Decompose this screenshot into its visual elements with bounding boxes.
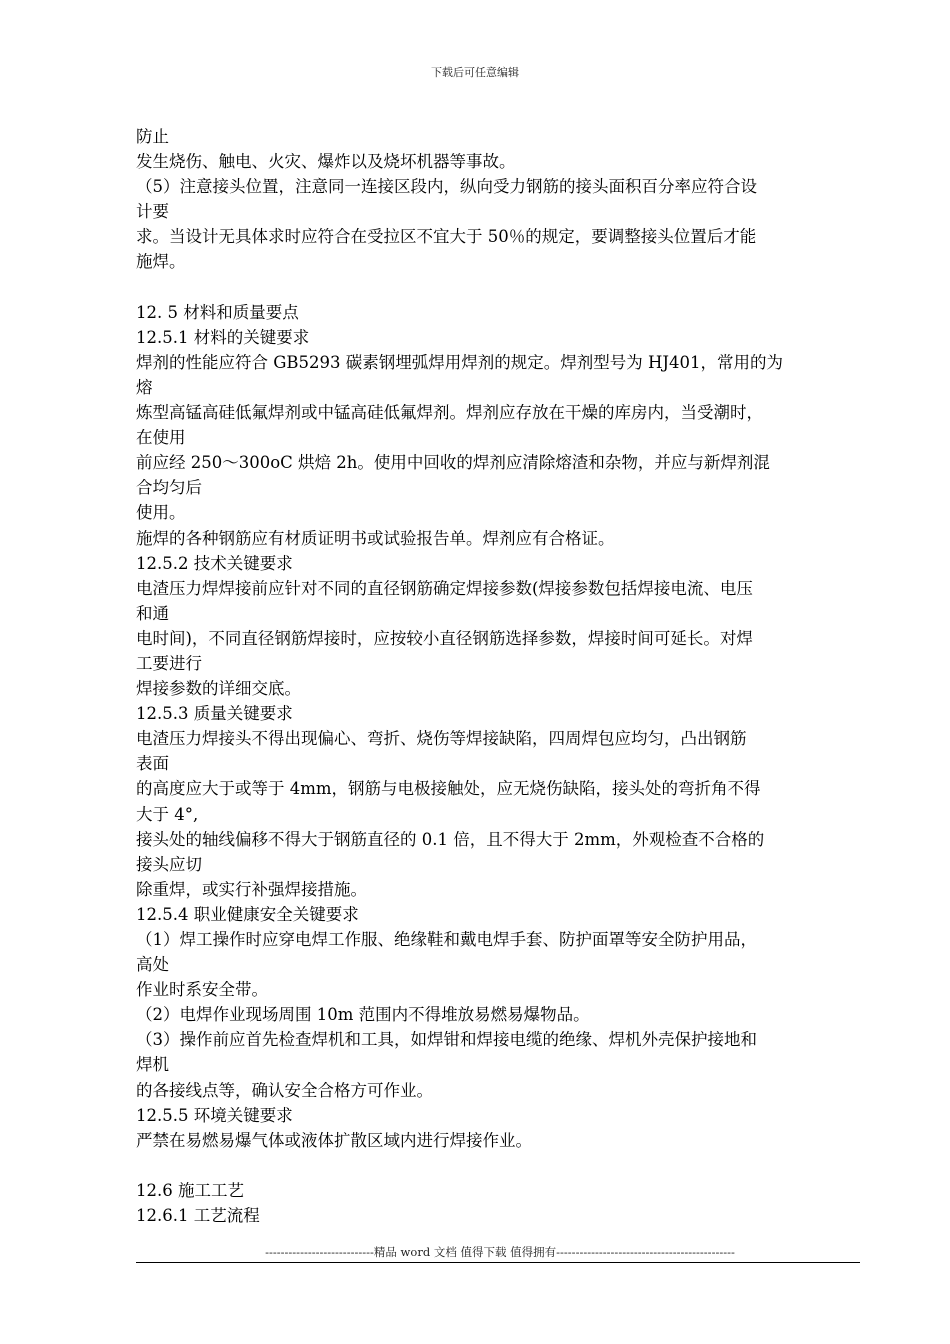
text-line: 严禁在易燃易爆气体或液体扩散区域内进行焊接作业。 (136, 1130, 532, 1150)
text-line: 施焊。 (136, 252, 186, 272)
text-line: 的高度应大于或等于 4mm，钢筋与电极接触处，应无烧伤缺陷，接头处的弯折角不得 (136, 779, 761, 799)
page-footer-note: ----------------------------精品 word 文档 值得下载 值得拥有---------------------------------------------- (265, 1245, 735, 1259)
text-line: 计要 (136, 202, 169, 222)
subsection-heading: 12.6.1 工艺流程 (136, 1206, 260, 1226)
subsection-heading: 12.5.3 质量关键要求 (136, 704, 293, 724)
text-line: 作业时系安全带。 (136, 980, 268, 1000)
text-line: 高处 (136, 955, 169, 975)
text-line: 熔 (136, 377, 153, 397)
blank-line (136, 275, 864, 300)
text-line: 除重焊，或实行补强焊接措施。 (136, 879, 367, 899)
text-line: 接头处的轴线偏移不得大于钢筋直径的 0.1 倍，且不得大于 2mm，外观检查不合格的 (136, 829, 765, 849)
page-header-note: 下载后可任意编辑 (431, 66, 519, 79)
text-line: 防止 (136, 127, 169, 146)
subsection-heading: 12.5.2 技术关键要求 (136, 553, 293, 573)
blank-line (136, 1153, 864, 1178)
text-line: 发生烧伤、触电、火灾、爆炸以及烧坏机器等事故。 (136, 152, 516, 172)
text-line: 表面 (136, 754, 169, 774)
footer-divider (136, 1262, 860, 1263)
text-line: 接头应切 (136, 854, 202, 874)
text-line: （3）操作前应首先检查焊机和工具，如焊钳和焊接电缆的绝缘、焊机外壳保护接地和 (136, 1030, 757, 1050)
text-line: （2）电焊作业现场周围 10m 范围内不得堆放易燃易爆物品。 (136, 1005, 590, 1025)
text-line: 电渣压力焊接头不得出现偏心、弯折、烧伤等焊接缺陷，四周焊包应均匀，凸出钢筋 (136, 729, 747, 749)
text-line: （5）注意接头位置，注意同一连接区段内，纵向受力钢筋的接头面积百分率应符合设 (136, 177, 757, 197)
text-line: 合均匀后 (136, 478, 202, 498)
text-line: 大于 4°, (136, 804, 199, 824)
text-line: 在使用 (136, 428, 186, 448)
text-line: 焊剂的性能应符合 GB5293 碳素钢埋弧焊用焊剂的规定。焊剂型号为 HJ401，常用的为 (136, 352, 784, 372)
subsection-heading: 12.5.5 环境关键要求 (136, 1105, 293, 1125)
text-line: 电时间)，不同直径钢筋焊接时，应按较小直径钢筋选择参数，焊接时间可延长。对焊 (136, 628, 753, 648)
section-heading: 12.6 施工工艺 (136, 1180, 244, 1200)
subsection-heading: 12.5.4 职业健康安全关键要求 (136, 904, 359, 924)
text-line: 前应经 250～300oC 烘焙 2h。使用中回收的焊剂应清除熔渣和杂物，并应与新焊剂混 (136, 453, 770, 473)
text-line: 工要进行 (136, 653, 202, 673)
text-line: 使用。 (136, 503, 186, 523)
section-heading: 12. 5 材料和质量要点 (136, 302, 299, 322)
subsection-heading: 12.5.1 材料的关键要求 (136, 327, 310, 347)
text-line: 焊机 (136, 1055, 169, 1075)
text-line: 的各接线点等，确认安全合格方可作业。 (136, 1080, 433, 1100)
text-line: 炼型高锰高硅低氟焊剂或中锰高硅低氟焊剂。焊剂应存放在干燥的库房内，当受潮时， (136, 403, 763, 423)
text-line: 和通 (136, 603, 169, 623)
text-line: 电渣压力焊焊接前应针对不同的直径钢筋确定焊接参数(焊接参数包括焊接电流、电压 (136, 578, 753, 598)
text-line: （1）焊工操作时应穿电焊工作服、绝缘鞋和戴电焊手套、防护面罩等安全防护用品， (136, 930, 757, 949)
text-line: 施焊的各种钢筋应有材质证明书或试验报告单。焊剂应有合格证。 (136, 528, 615, 548)
document-body (136, 124, 864, 1228)
text-line: 求。当设计无具体求时应符合在受拉区不宜大于 50％的规定，要调整接头位置后才能 (136, 227, 757, 247)
text-line: 焊接参数的详细交底。 (136, 679, 301, 699)
